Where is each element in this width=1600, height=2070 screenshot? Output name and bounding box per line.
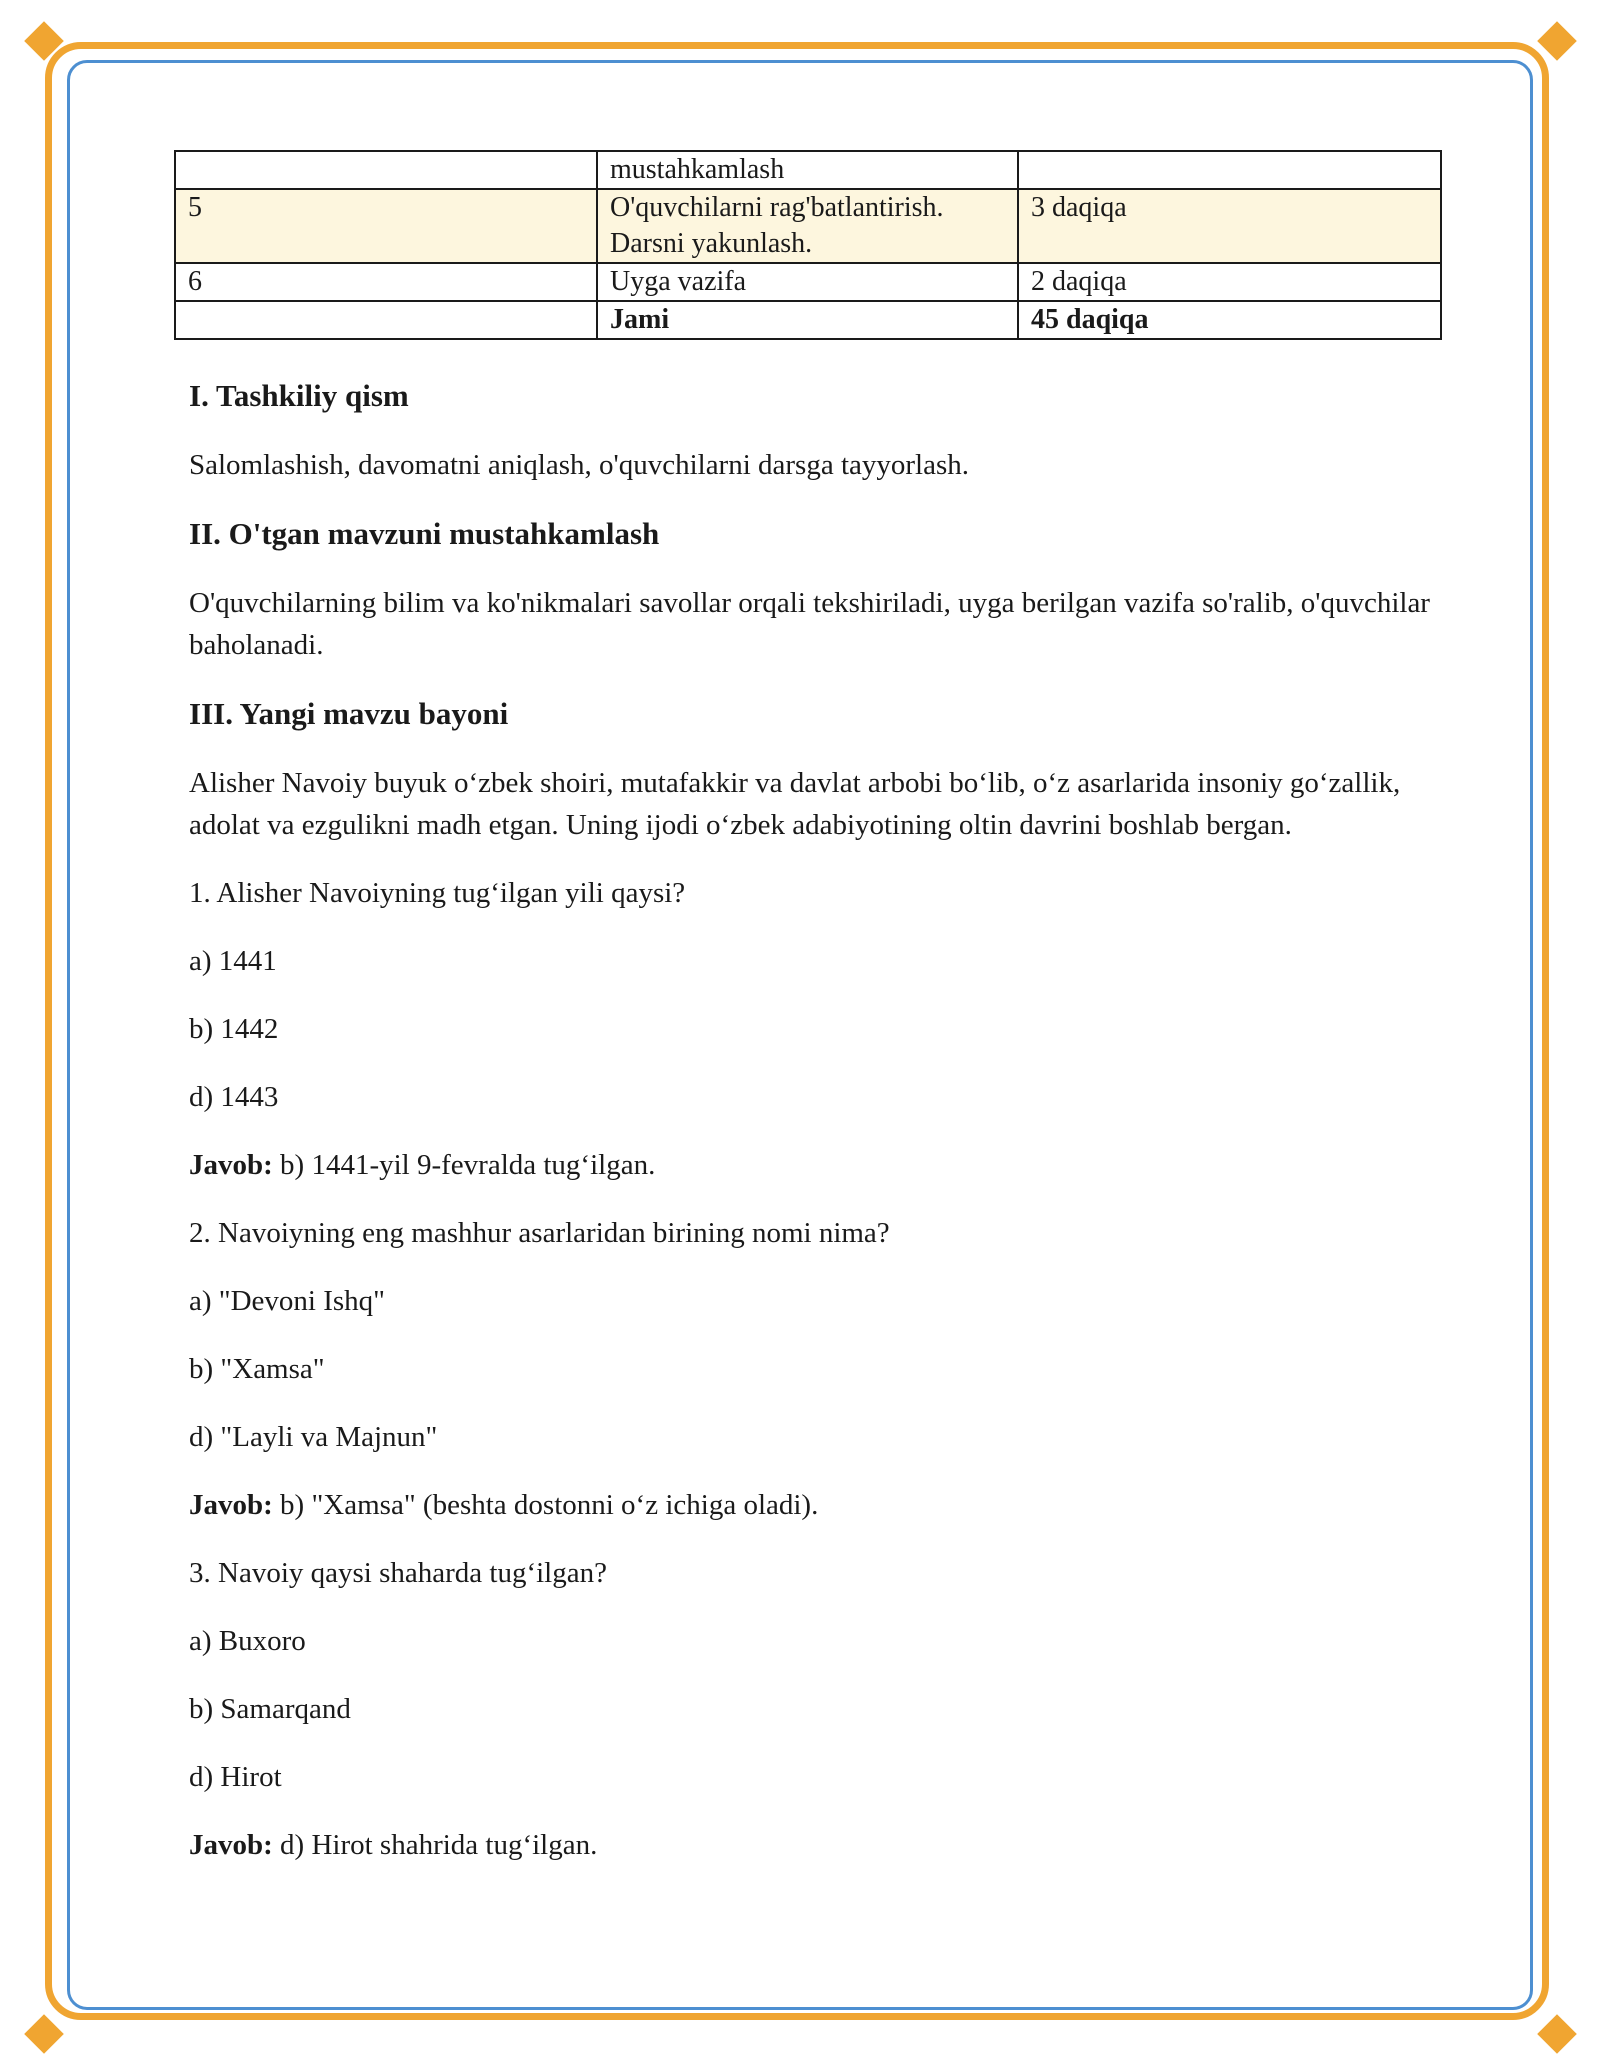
corner-diamond-icon (1537, 2014, 1577, 2054)
question-text: 3. Navoiy qaysi shaharda tug‘ilgan? (189, 1557, 607, 1589)
table-cell-activity: Uyga vazifa (597, 263, 1018, 301)
corner-diamond-icon (24, 2014, 64, 2054)
answer-option: b) 1442 (189, 1013, 279, 1045)
answer-label: Javob: (189, 1829, 273, 1861)
answer-line (189, 1144, 1439, 1186)
table-cell-time: 2 daqiqa (1018, 263, 1441, 301)
section-paragraph: Alisher Navoiy buyuk o‘zbek shoiri, mutafakkir va davlat arbobi bo‘lib, o‘z asarlarida insoniy go‘zallik, adolat va ezgulikni madh etgan. Uning ijodi o‘zbek adabiyotining oltin davrini boshlab bergan. (189, 767, 1401, 841)
answer-label: Javob: (189, 1149, 273, 1181)
section-paragraph: O'quvchilarning bilim va ko'nikmalari savollar orqali tekshiriladi, uyga berilgan vazifa so'ralib, o'quvchilar baholanadi. (189, 587, 1430, 661)
answer-option: d) Hirot (189, 1761, 282, 1793)
table-row (175, 263, 1441, 301)
table-row (175, 189, 1441, 263)
answer-label: Javob: (189, 1489, 273, 1521)
answer-option: a) "Devoni Ishq" (189, 1285, 386, 1317)
answer-line (189, 1824, 1439, 1866)
answer-option: d) 1443 (189, 1081, 279, 1113)
answer-option: b) "Xamsa" (189, 1353, 325, 1385)
section-heading: I. Tashkiliy qism (189, 378, 409, 413)
table-cell-num: 5 (175, 189, 597, 263)
answer-option: b) Samarqand (189, 1693, 351, 1725)
table-cell-num (175, 301, 597, 339)
document-content (174, 150, 1440, 1866)
answer-text: b) 1441-yil 9-fevralda tug‘ilgan. (280, 1149, 656, 1181)
answer-text: d) Hirot shahrida tug‘ilgan. (280, 1829, 598, 1861)
answer-line (189, 1484, 1439, 1526)
answer-option: a) 1441 (189, 945, 277, 977)
corner-diamond-icon (1537, 21, 1577, 61)
body-text (189, 376, 1439, 1866)
answer-option: a) Buxoro (189, 1625, 306, 1657)
lesson-plan-table (174, 150, 1442, 340)
table-cell-time (1018, 151, 1441, 189)
question-text: 2. Navoiyning eng mashhur asarlaridan birining nomi nima? (189, 1217, 890, 1249)
section-heading: II. O'tgan mavzuni mustahkamlash (189, 516, 660, 551)
table-row (175, 301, 1441, 339)
table-cell-activity: O'quvchilarni rag'batlantirish. Darsni yakunlash. (597, 189, 1018, 263)
table-cell-num: 6 (175, 263, 597, 301)
table-cell-num (175, 151, 597, 189)
question-text: 1. Alisher Navoiyning tug‘ilgan yili qaysi? (189, 877, 686, 909)
table-cell-time: 3 daqiqa (1018, 189, 1441, 263)
section-paragraph: Salomlashish, davomatni aniqlash, o'quvchilarni darsga tayyorlash. (189, 449, 970, 481)
table-cell-total-label: Jami (597, 301, 1018, 339)
answer-option: d) "Layli va Majnun" (189, 1421, 438, 1453)
section-heading: III. Yangi mavzu bayoni (189, 696, 509, 731)
table-row (175, 151, 1441, 189)
table-cell-activity: mustahkamlash (597, 151, 1018, 189)
answer-text: b) "Xamsa" (beshta dostonni o‘z ichiga oladi). (280, 1489, 819, 1521)
table-cell-total-time: 45 daqiqa (1018, 301, 1441, 339)
